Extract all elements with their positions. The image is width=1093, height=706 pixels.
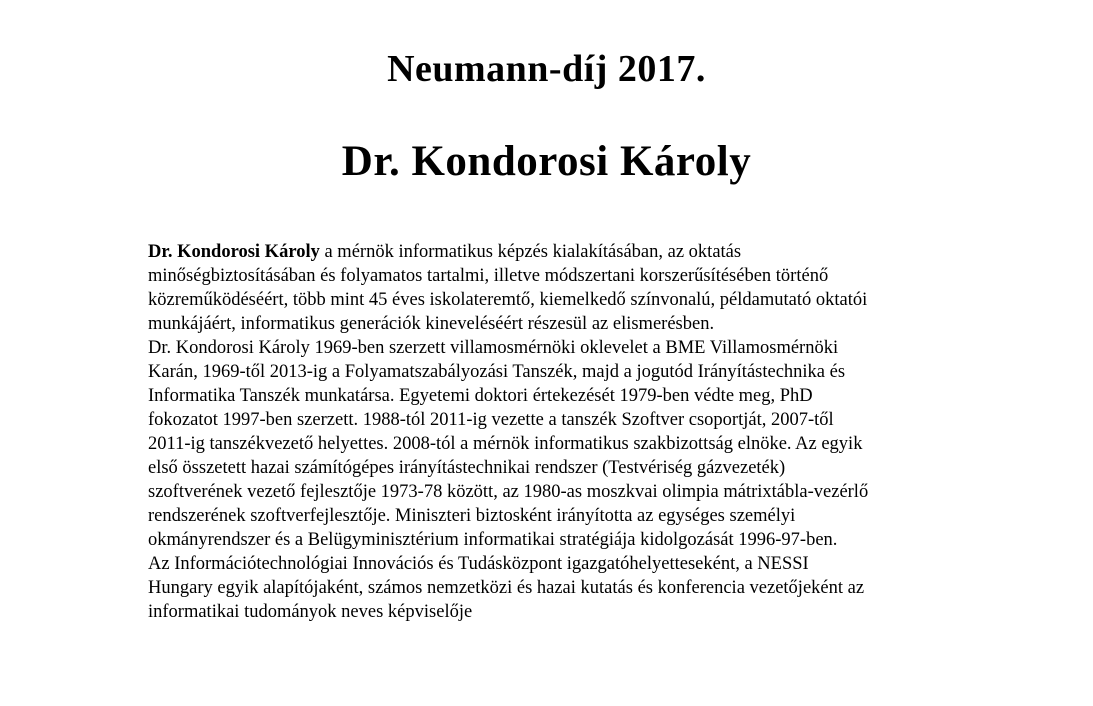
bio-line: Informatika Tanszék munkatársa. Egyetemi doktori értekezését 1979-ben védte meg, PhD <box>148 386 813 406</box>
bio-line: rendszerének szoftverfejlesztője. Miniszteri biztosként irányította az egységes személyi <box>148 506 796 526</box>
bio-line: okmányrendszer és a Belügyminisztérium informatikai stratégiája kidolgozását 1996-97-ben. <box>148 530 838 550</box>
bio-line: első összetett hazai számítógépes irányítástechnikai rendszer (Testvériség gázvezeték) <box>148 458 786 478</box>
bio-line: fokozatot 1997-ben szerzett. 1988-tól 2011-ig vezette a tanszék Szoftver csoportját, 2007-től <box>148 410 834 430</box>
bio-line: Karán, 1969-től 2013-ig a Folyamatszabályozási Tanszék, majd a jogutód Irányítástechnika és <box>148 362 846 382</box>
bio-line: informatikai tudományok neves képviselője <box>148 602 473 622</box>
bio-line: közreműködéséért, több mint 45 éves iskolateremtő, kiemelkedő színvonalú, példamutató oktatói <box>148 290 868 310</box>
bio-line: minőségbiztosításában és folyamatos tartalmi, illetve módszertani korszerűsítésében történő <box>148 266 829 286</box>
bio-line: Az Információtechnológiai Innovációs és Tudásközpont igazgatóhelyetteseként, a NESSI <box>148 554 809 574</box>
award-title: Neumann-díj 2017. <box>387 48 706 90</box>
bio-line: 2011-ig tanszékvezető helyettes. 2008-tól a mérnök informatikus szakbizottság elnöke. Az egyik <box>148 434 863 454</box>
bio-line: szoftverének vezető fejlesztője 1973-78 között, az 1980-as moszkvai olimpia mátrixtábla-vezérlő <box>148 482 869 502</box>
bio-lead-rest: a mérnök informatikus képzés kialakításában, az oktatás <box>319 242 742 262</box>
bio-paragraph <box>148 240 963 624</box>
bio-line: munkájáért, informatikus generációk kineveléséért részesül az elismerésben. <box>148 314 715 334</box>
bio-line: Hungary egyik alapítójaként, számos nemzetközi és hazai kutatás és konferencia vezetőjeként az <box>148 578 865 598</box>
bio-lead-name: Dr. Kondorosi Károly <box>148 242 320 262</box>
laureate-name: Dr. Kondorosi Károly <box>341 138 752 185</box>
bio-line: Dr. Kondorosi Károly 1969-ben szerzett villamosmérnöki oklevelet a BME Villamosmérnöki <box>148 338 839 358</box>
bio-line <box>148 240 963 264</box>
